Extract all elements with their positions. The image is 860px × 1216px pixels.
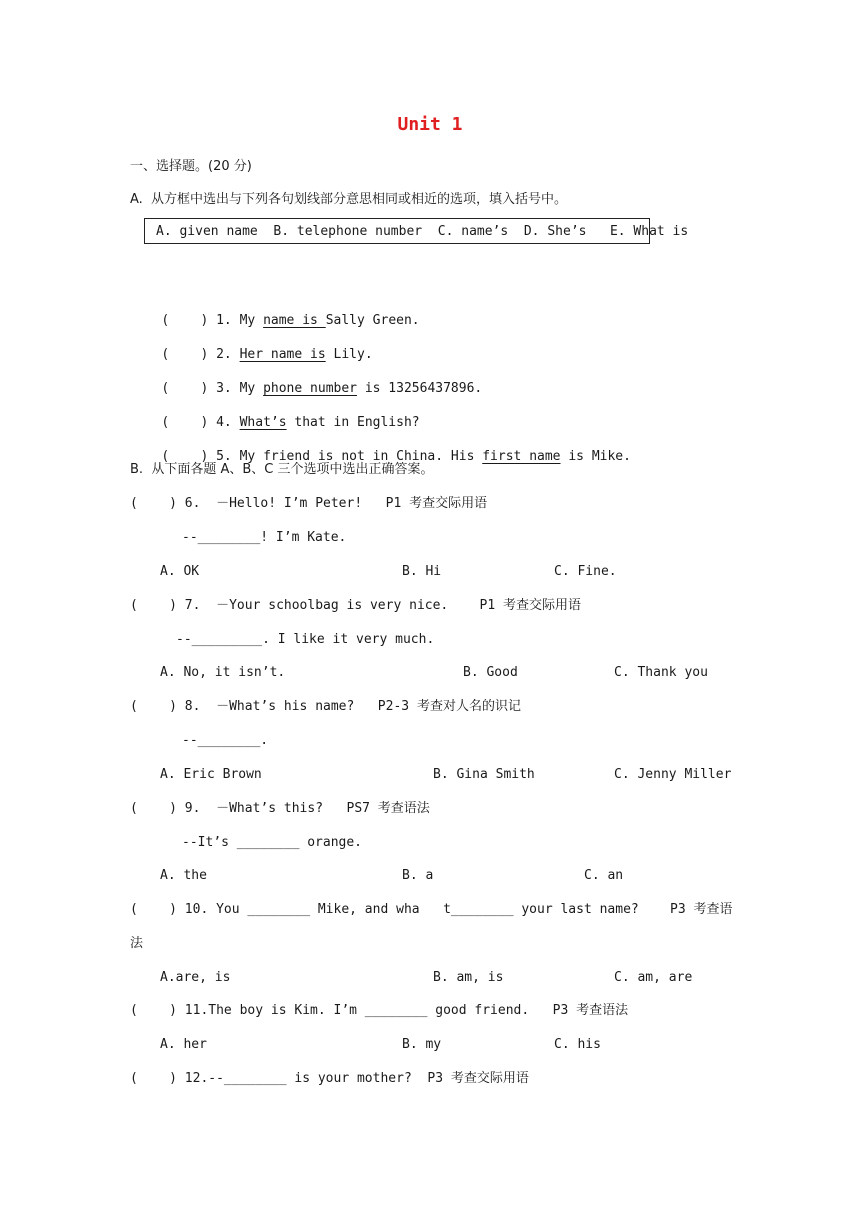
question-10-continued: 法 xyxy=(130,936,144,951)
answer-paren: ( ) xyxy=(130,496,177,511)
part-b-instruction: B. 从下面各题 A、B、C 三个选项中选出正确答案。 xyxy=(130,462,434,477)
q11-option-a: A. her xyxy=(160,1037,207,1052)
question-3: ( ) 3. My phone number is 13256437896. xyxy=(161,381,483,396)
answer-paren: ( ) xyxy=(130,1071,177,1086)
q9-option-c: C. an xyxy=(584,868,624,883)
part-a-instruction: A. 从方框中选出与下列各句划线部分意思相同或相近的选项，填入括号中。 xyxy=(130,192,568,207)
q10-option-c: C. am, are xyxy=(614,970,693,985)
q11-option-b: B. my xyxy=(402,1037,442,1052)
answer-paren: ( ) xyxy=(161,347,209,362)
answer-paren: ( ) xyxy=(130,902,177,917)
q6-option-a: A. OK xyxy=(160,564,200,579)
q7-option-b: B. Good xyxy=(463,665,518,680)
question-7-reply: --_________. I like it very much. xyxy=(176,632,435,647)
q10-option-a: A.are, is xyxy=(160,970,231,985)
underlined-phrase: What’s xyxy=(239,415,287,430)
question-11: ( ) 11.The boy is Kim. I’m ________ good friend. P3 考查语法 xyxy=(130,1003,629,1018)
q7-option-a: A. No, it isn’t. xyxy=(160,665,286,680)
question-8: ( ) 8. －What’s his name? P2-3 考查对人名的识记 xyxy=(130,699,521,714)
q8-option-b: B. Gina Smith xyxy=(433,767,535,782)
page-title: Unit 1 xyxy=(397,114,463,135)
answer-paren: ( ) xyxy=(161,313,209,328)
underlined-phrase: first name xyxy=(482,449,561,464)
underlined-phrase: name is xyxy=(263,313,326,328)
question-5: ( ) 5. My friend is not in China. His first name is Mike. xyxy=(161,449,631,464)
q8-option-c: C. Jenny Miller xyxy=(614,767,732,782)
q6-option-b: B. Hi xyxy=(402,564,442,579)
question-6: ( ) 6. －Hello! I’m Peter! P1 考查交际用语 xyxy=(130,496,488,511)
answer-paren: ( ) xyxy=(130,1003,177,1018)
answer-paren: ( ) xyxy=(130,699,177,714)
q8-option-a: A. Eric Brown xyxy=(160,767,262,782)
question-6-reply: --________! I’m Kate. xyxy=(182,530,347,545)
question-8-reply: --________. xyxy=(182,733,269,748)
question-1: ( ) 1. My name is Sally Green. xyxy=(161,313,420,328)
underlined-phrase: Her name is xyxy=(239,347,326,362)
underlined-phrase: phone number xyxy=(263,381,357,396)
question-9: ( ) 9. －What’s this? PS7 考查语法 xyxy=(130,801,430,816)
question-7: ( ) 7. －Your schoolbag is very nice. P1 考查交际用语 xyxy=(130,598,582,613)
q10-option-b: B. am, is xyxy=(433,970,504,985)
answer-paren: ( ) xyxy=(161,381,209,396)
q7-option-c: C. Thank you xyxy=(614,665,708,680)
question-12: ( ) 12.--________ is your mother? P3 考查交际用语 xyxy=(130,1071,529,1086)
question-4: ( ) 4. What’s that in English? xyxy=(161,415,420,430)
q6-option-c: C. Fine. xyxy=(554,564,617,579)
answer-paren: ( ) xyxy=(161,415,209,430)
question-10: ( ) 10. You ________ Mike, and wha t________ your last name? P3 考查语 xyxy=(130,902,733,917)
q9-option-a: A. the xyxy=(160,868,207,883)
answer-paren: ( ) xyxy=(161,449,209,464)
answer-paren: ( ) xyxy=(130,598,177,613)
q11-option-c: C. his xyxy=(554,1037,601,1052)
question-9-reply: --It’s ________ orange. xyxy=(182,835,363,850)
question-2: ( ) 2. Her name is Lily. xyxy=(161,347,373,362)
q9-option-b: B. a xyxy=(402,868,434,883)
answer-paren: ( ) xyxy=(130,801,177,816)
section-heading: 一、选择题。(20 分) xyxy=(130,159,252,174)
options-box-text: A. given name B. telephone number C. name’s D. She’s E. What is xyxy=(156,224,689,239)
